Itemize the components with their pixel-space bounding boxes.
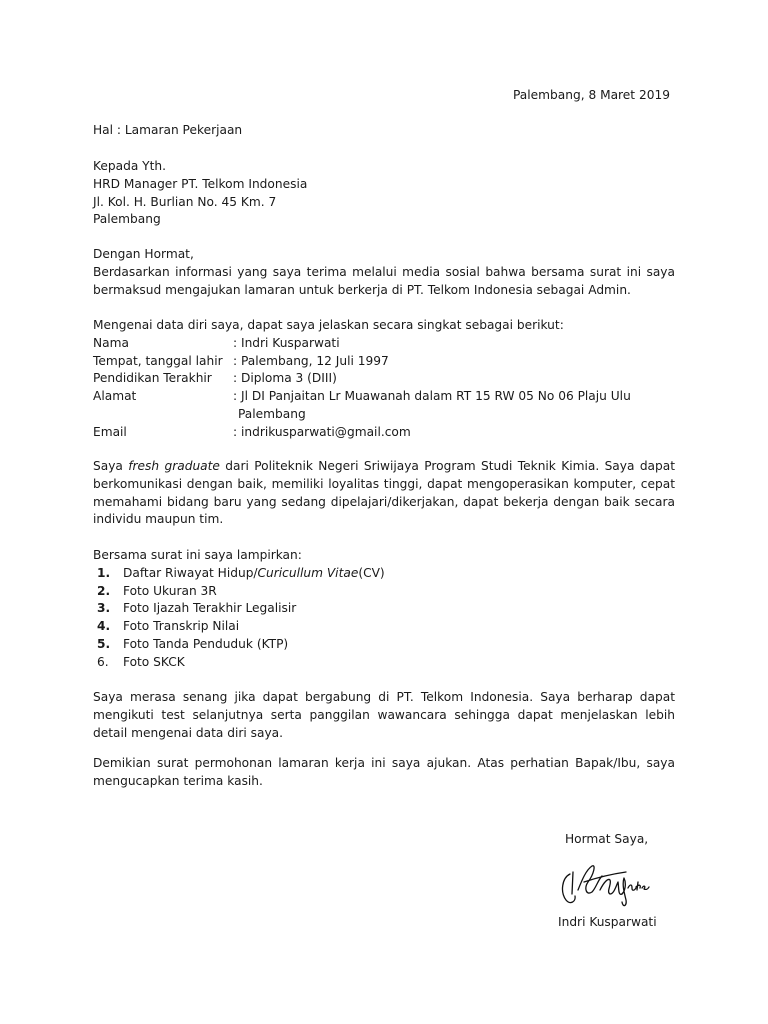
data-label: Tempat, tanggal lahir — [93, 353, 223, 368]
list-item — [93, 583, 675, 601]
data-label: Alamat — [93, 389, 137, 404]
data-row-address — [93, 388, 675, 406]
data-value: : indrikusparwati@gmail.com — [233, 424, 411, 439]
data-row-birth — [93, 353, 675, 371]
attachments-block — [93, 547, 675, 672]
closing-paragraph-2: Demikian surat permohonan lamaran kerja ini saya ajukan. Atas perhatian Bapak/Ibu, saya mengucapkan terima kasih. — [93, 756, 675, 788]
list-number: 2. — [97, 583, 111, 598]
data-value: : Diploma 3 (DIII) — [233, 371, 337, 386]
attachments-intro: Bersama surat ini saya lampirkan: — [93, 548, 302, 562]
list-item — [93, 618, 675, 636]
list-text: Foto Ijazah Terakhir Legalisir — [123, 601, 297, 616]
opening-greeting: Dengan Hormat, — [93, 247, 194, 261]
list-text: Foto Ukuran 3R — [123, 583, 217, 598]
list-number: 6. — [97, 654, 109, 669]
data-label: Nama — [93, 335, 129, 350]
list-number: 5. — [97, 636, 111, 651]
data-label: Pendidikan Terakhir — [93, 371, 212, 386]
opening-block — [93, 246, 675, 299]
list-text: Foto SKCK — [123, 654, 185, 669]
list-text-post: (CV) — [358, 565, 385, 580]
data-label: Email — [93, 424, 127, 439]
list-number: 4. — [97, 619, 111, 634]
letter-date: Palembang, 8 Maret 2019 — [513, 88, 670, 102]
list-text: Foto Transkrip Nilai — [123, 619, 240, 634]
list-text-italic: Curicullum Vitae — [257, 565, 359, 580]
list-item — [93, 654, 675, 672]
signature-image — [556, 860, 652, 910]
closing-paragraph-1: Saya merasa senang jika dapat bergabung di PT. Telkom Indonesia. Saya berharap dapat mengikuti test selanjutnya serta panggilan wawancara sehingga dapat menjelaskan lebih detail mengenai data diri saya. — [93, 690, 675, 740]
recipient-block — [93, 158, 675, 229]
list-item — [93, 565, 675, 583]
data-value: : Jl DI Panjaitan Lr Muawanah dalam RT 15 RW 05 No 06 Plaju Ulu — [233, 389, 631, 404]
data-row-name — [93, 335, 675, 353]
list-number: 3. — [97, 601, 111, 616]
data-value: : Palembang, 12 Juli 1997 — [233, 353, 389, 368]
profile-text-post: dari Politeknik Negeri Sriwijaya Program Studi Teknik Kimia. Saya dapat berkomunikasi dengan baik, memiliki loyalitas tinggi, dapat mengoperasikan komputer, cepat memahami bidang baru yang sedang dipelajari/dikerjakan, dapat bekerja dengan baik secara individu maupun tim. — [93, 459, 676, 527]
intro-paragraph: Berdasarkan informasi yang saya terima melalui media sosial bahwa bersama surat ini saya bermaksud mengajukan lamaran untuk berkerja di PT. Telkom Indonesia sebagai Admin. — [93, 264, 675, 297]
list-item — [93, 600, 675, 618]
data-row-email — [93, 424, 675, 442]
data-value-continued: Palembang — [238, 406, 306, 421]
letter-subject: Hal : Lamaran Pekerjaan — [93, 123, 243, 137]
profile-text-italic: fresh graduate — [128, 459, 220, 473]
list-item — [93, 636, 675, 654]
profile-text-pre: Saya — [93, 459, 129, 473]
personal-data-block — [93, 317, 675, 442]
recipient-city: Palembang — [93, 212, 161, 227]
recipient-address: Jl. Kol. H. Burlian No. 45 Km. 7 — [93, 194, 277, 209]
list-number: 1. — [97, 565, 111, 580]
recipient-position: HRD Manager PT. Telkom Indonesia — [93, 176, 308, 191]
data-value: : Indri Kusparwati — [233, 335, 340, 350]
attachments-list — [93, 565, 675, 672]
profile-paragraph — [93, 458, 675, 529]
list-text: Daftar Riwayat Hidup/ — [123, 565, 258, 580]
sign-off: Hormat Saya, — [565, 832, 649, 846]
recipient-salutation: Kepada Yth. — [93, 159, 166, 173]
signer-name: Indri Kusparwati — [558, 915, 657, 929]
data-intro: Mengenai data diri saya, dapat saya jelaskan secara singkat sebagai berikut: — [93, 318, 564, 332]
data-row-education — [93, 370, 675, 388]
list-text: Foto Tanda Penduduk (KTP) — [123, 636, 289, 651]
